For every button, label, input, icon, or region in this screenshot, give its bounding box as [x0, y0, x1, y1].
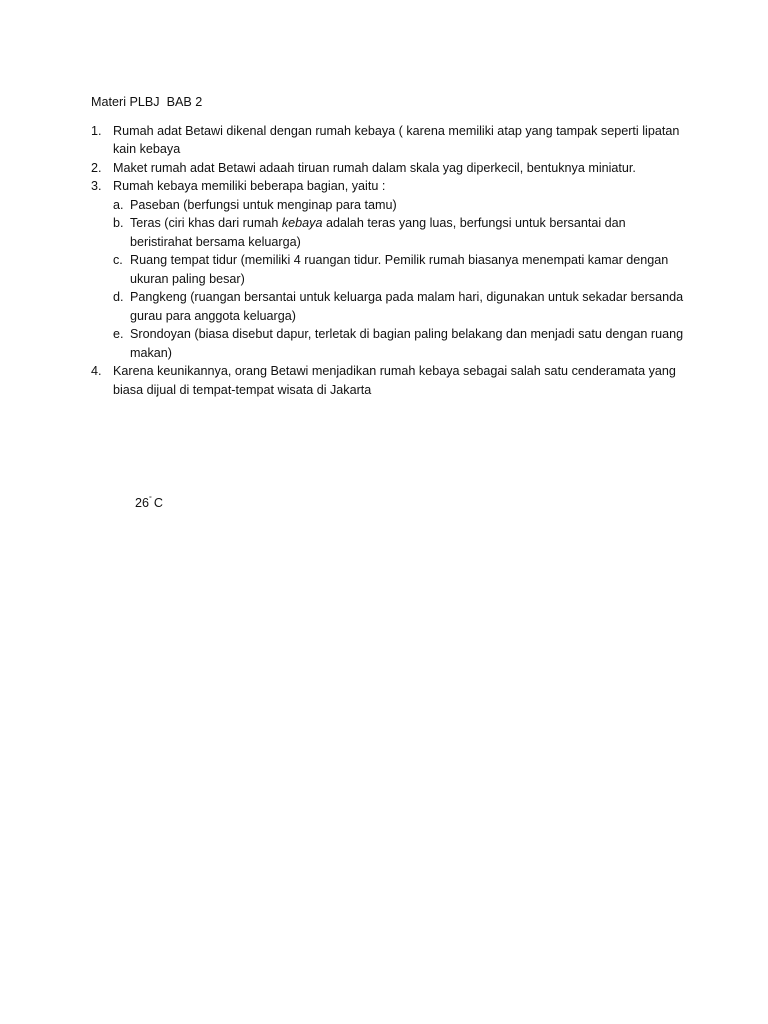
list-item-text: Rumah kebaya memiliki beberapa bagian, yaitu : — [113, 179, 386, 193]
sub-list-item — [113, 251, 691, 288]
sub-list-item-text: Paseban (berfungsi untuk menginap para tamu) — [130, 197, 397, 212]
sub-list-item-text-after: adalah teras yang luas, berfungsi untuk bersantai dan beristirahat bersama keluarga) — [130, 216, 626, 249]
sub-list-item-text: Srondoyan (biasa disebut dapur, terletak di bagian paling belakang dan menjadi satu dengan ruang makan) — [130, 327, 684, 360]
list-marker: 2. — [91, 160, 102, 175]
list-item-text: Rumah adat Betawi dikenal dengan rumah kebaya ( karena memiliki atap yang tampak seperti lipatan kain kebaya — [113, 123, 680, 156]
document-title: Materi PLBJ BAB 2 — [91, 95, 203, 109]
sub-list-marker: c. — [113, 253, 123, 267]
sub-list-item-text: Pangkeng (ruangan bersantai untuk keluarga pada malam hari, digunakan untuk sekadar bersanda gurau para anggota keluarga) — [130, 290, 684, 323]
list-item-text: Maket rumah adat Betawi adaah tiruan rumah dalam skala yag diperkecil, bentuknya miniatur. — [113, 160, 636, 175]
sub-list-item — [113, 325, 691, 362]
temperature-text — [135, 494, 163, 512]
document-body — [91, 93, 691, 399]
degree-symbol: ° — [149, 496, 152, 503]
sub-list-item-text-before: Teras (ciri khas dari rumah — [130, 216, 282, 230]
sub-list-item-text: Ruang tempat tidur (memiliki 4 ruangan tidur. Pemilik rumah biasanya menempati kamar dengan ukuran paling besar) — [130, 253, 669, 286]
sub-list-marker: d. — [113, 290, 124, 304]
list-marker: 3. — [91, 179, 102, 193]
sub-list-item-italic-text: kebaya — [281, 216, 323, 230]
list-item — [91, 122, 691, 159]
sub-list-marker: b. — [113, 216, 124, 230]
list-marker: 4. — [91, 364, 102, 378]
list-item — [91, 177, 691, 362]
list-item-text: Karena keunikannya, orang Betawi menjadikan rumah kebaya sebagai salah satu cenderamata yang biasa dijual di tempat-tempat wisata di Jakarta — [113, 364, 676, 397]
list-marker: 1. — [91, 123, 102, 138]
temperature-unit: C — [153, 496, 163, 510]
list-item — [91, 362, 691, 399]
main-list — [91, 122, 691, 400]
sub-list-item — [113, 196, 691, 215]
list-item — [91, 159, 691, 178]
sub-list-item — [113, 288, 691, 325]
sub-list-item — [113, 214, 691, 251]
sub-list-marker: e. — [113, 327, 124, 341]
sub-list-marker: a. — [113, 197, 124, 212]
temperature-value: 26 — [135, 496, 150, 510]
sub-list — [113, 196, 691, 363]
